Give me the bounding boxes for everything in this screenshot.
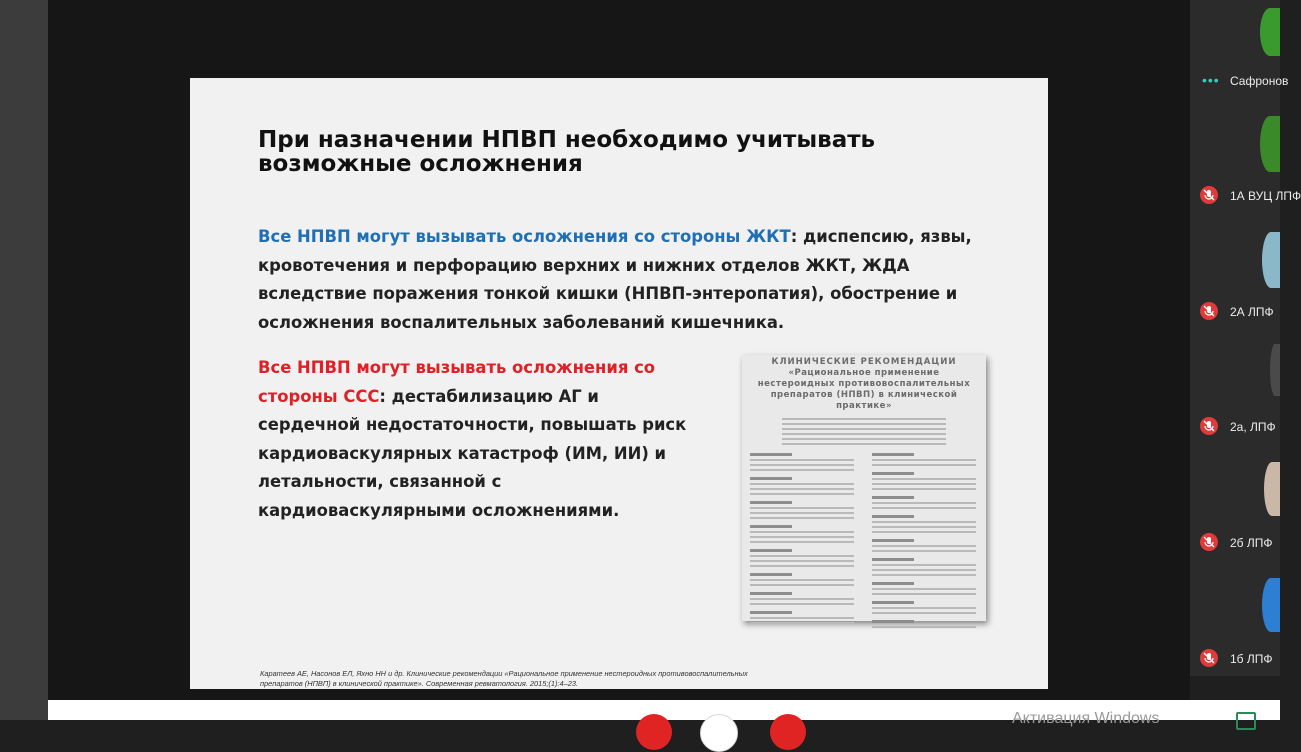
gi-text: : диспепсию, язвы, кровотечения и перфорацию верхних и нижних отделов ЖКТ, ЖДА вследствие поражения тонкой кишки (НПВП-энтеропатия), обострение и осложнения воспалительных заболеваний кишечника.	[258, 227, 972, 332]
gi-complications-paragraph	[258, 223, 978, 337]
doc-subtitle: «Рациональное применение нестероидных противовоспалительных препаратов (НПВП) в клинической практике»	[757, 368, 971, 411]
participant-name: 2А ЛПФ	[1230, 305, 1274, 319]
mic-off-icon[interactable]	[1200, 533, 1218, 551]
participant-avatar	[1260, 8, 1280, 56]
cv-text: : дестабилизацию АГ и сердечной недостаточности, повышать риск кардиоваскулярных катастроф (ИМ, ИИ) и летальности, связанной с кардиоваскулярными осложнениями.	[258, 386, 687, 520]
participant-tile[interactable]	[1190, 572, 1280, 684]
guideline-document-image	[742, 355, 986, 621]
mic-off-icon[interactable]	[1200, 417, 1218, 435]
doc-column-right	[872, 447, 976, 631]
participant-tile[interactable]	[1190, 456, 1280, 568]
gi-highlight: Все НПВП могут вызывать осложнения со стороны ЖКТ	[258, 227, 791, 246]
participant-name: 1А ВУЦ ЛПФ	[1230, 189, 1301, 203]
participant-name: Сафронов	[1230, 74, 1289, 88]
slide-title	[258, 128, 958, 176]
participant-tile[interactable]	[1190, 0, 1289, 112]
participant-avatar	[1262, 232, 1280, 288]
cv-highlight: Все НПВП могут вызывать осложнения со стороны ССС	[258, 358, 656, 406]
slide-title-line1: При назначении НПВП необходимо учитывать	[258, 127, 876, 153]
participant-name: 1б ЛПФ	[1230, 652, 1273, 666]
slide-footnote: Каратеев АЕ, Насонов ЕЛ, Яхно НН и др. Клинические рекомендации «Рациональное применение нестероидных противовоспалительных препаратов (НПВП) в клинической практике». Современная ревматология. 2015;(1):4–23.	[260, 669, 748, 688]
end-call-button[interactable]	[770, 714, 806, 750]
participant-avatar	[1264, 462, 1280, 516]
doc-authors-block	[782, 418, 946, 445]
participant-avatar	[1260, 116, 1280, 172]
slide-title-line2: возможные осложнения	[258, 151, 583, 177]
participant-avatar	[1270, 344, 1280, 396]
participant-avatar	[1262, 578, 1280, 632]
participant-tile[interactable]	[1190, 116, 1301, 228]
cv-complications-paragraph	[258, 354, 698, 525]
participant-tile[interactable]	[1190, 226, 1280, 338]
left-edge	[0, 0, 48, 720]
chat-icon[interactable]	[1236, 712, 1256, 730]
windows-activation-watermark: Активация Windows	[1012, 710, 1160, 727]
doc-title: КЛИНИЧЕСКИЕ РЕКОМЕНДАЦИИ	[771, 357, 957, 367]
more-dots-icon[interactable]: •••	[1202, 72, 1220, 88]
doc-column-left	[750, 447, 854, 627]
participant-name: 2а, ЛПФ	[1230, 420, 1276, 434]
mic-off-icon[interactable]	[1200, 186, 1218, 204]
participant-tile[interactable]	[1190, 340, 1280, 452]
participant-name: 2б ЛПФ	[1230, 536, 1273, 550]
presentation-slide	[190, 78, 1048, 689]
mic-toggle-button[interactable]	[636, 714, 672, 750]
mic-off-icon[interactable]	[1200, 302, 1218, 320]
camera-toggle-button[interactable]	[700, 714, 738, 752]
mic-off-icon[interactable]	[1200, 649, 1218, 667]
